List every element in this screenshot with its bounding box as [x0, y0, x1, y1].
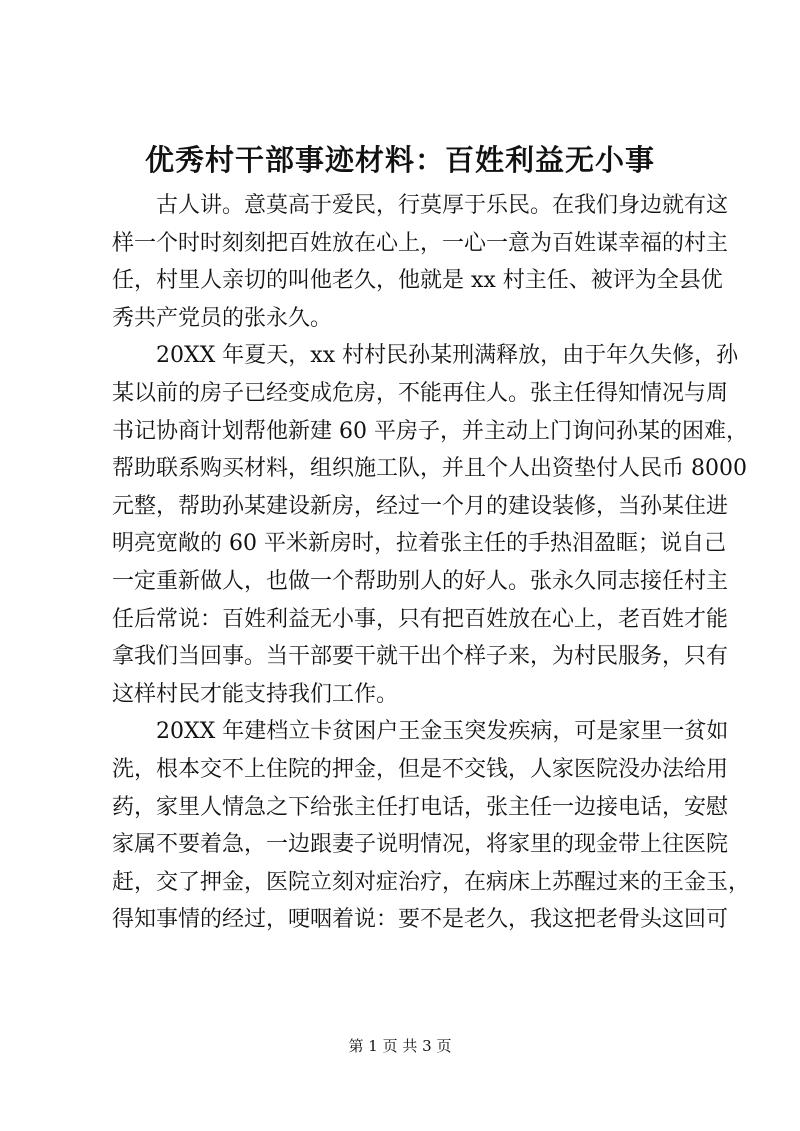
text-line: 得知事情的经过，哽咽着说：要不是老久，我这把老骨头这回可	[112, 907, 729, 933]
text-line: 书记协商计划帮他新建 60 平房子，并主动上门询问孙某的困难，	[112, 418, 748, 444]
text-line: 某以前的房子已经变成危房，不能再住人。张主任得知情况与周	[112, 380, 729, 406]
paragraph-1	[112, 187, 729, 337]
text-line: 20XX 年夏天，xx 村村民孙某刑满释放，由于年久失修，孙	[156, 343, 739, 369]
page-footer: 第 1 页 共 3 页	[348, 1037, 452, 1055]
text-line: 赶，交了押金，医院立刻对症治疗，在病床上苏醒过来的王金玉，	[112, 869, 751, 895]
text-line: 这样村民才能支持我们工作。	[112, 681, 399, 707]
paragraph-2	[112, 337, 748, 713]
text-line: 秀共产党员的张永久。	[112, 305, 333, 331]
text-line: 古人讲。意莫高于爱民，行莫厚于乐民。在我们身边就有这	[156, 193, 729, 218]
text-line: 帮助联系购买材料，组织施工队，并且个人出资垫付人民币 8000	[112, 456, 747, 482]
paragraph-3	[112, 713, 751, 939]
document-body	[112, 187, 751, 939]
text-line: 明亮宽敞的 60 平米新房时，拉着张主任的手热泪盈眶；说自己	[112, 531, 726, 557]
text-line: 样一个时时刻刻把百姓放在心上，一心一意为百姓谋幸福的村主	[112, 230, 729, 256]
text-line: 一定重新做人，也做一个帮助别人的好人。张永久同志接任村主	[112, 568, 729, 594]
text-line: 20XX 年建档立卡贫困户王金玉突发疾病，可是家里一贫如	[156, 719, 729, 745]
text-line: 药，家里人情急之下给张主任打电话，张主任一边接电话，安慰	[112, 794, 729, 820]
text-line: 任后常说：百姓利益无小事，只有把百姓放在心上，老百姓才能	[112, 606, 729, 632]
text-line: 元整，帮助孙某建设新房，经过一个月的建设装修，当孙某住进	[112, 493, 729, 519]
text-line: 任，村里人亲切的叫他老久，他就是 xx 村主任、被评为全县优	[112, 268, 723, 294]
text-line: 洗，根本交不上住院的押金，但是不交钱，人家医院没办法给用	[112, 756, 729, 782]
text-line: 家属不要着急，一边跟妻子说明情况，将家里的现金带上往医院	[112, 832, 729, 858]
document-title: 优秀村干部事迹材料：百姓利益无小事	[144, 143, 655, 177]
text-line: 拿我们当回事。当干部要干就干出个样子来，为村民服务，只有	[112, 644, 729, 670]
